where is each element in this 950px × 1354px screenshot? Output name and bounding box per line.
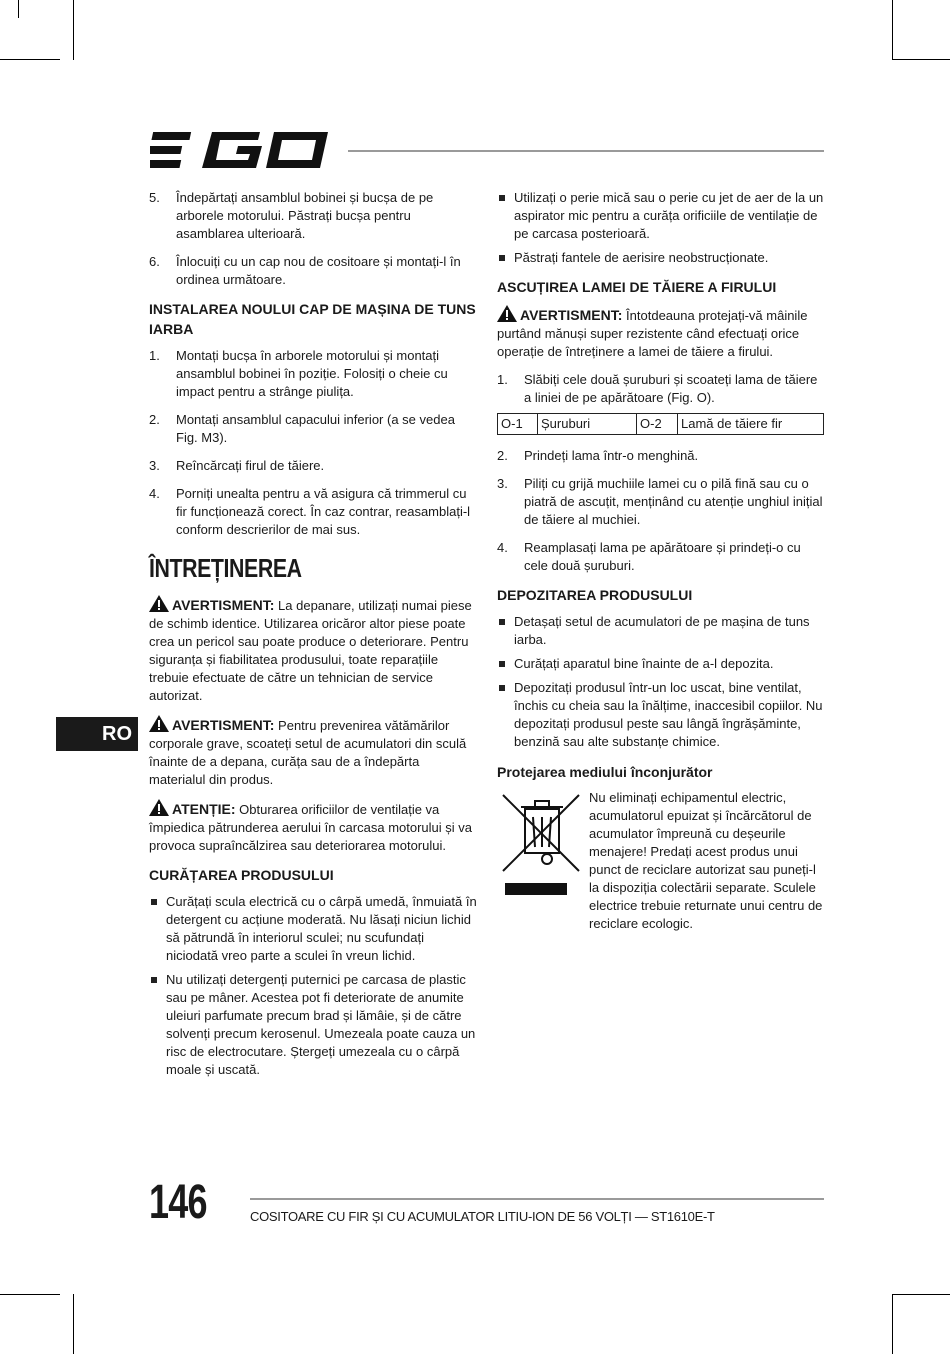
- table-row: [498, 414, 824, 435]
- list-item: 1. Slăbiți cele două șuruburi și scoateți lama de tăiere a liniei de pe apărătoare (Fig. O).: [497, 372, 818, 405]
- table-cell: Lamă de tăiere fir: [678, 414, 824, 435]
- list-item: Curățați aparatul bine înainte de a-l depozita.: [497, 655, 824, 673]
- table-cell: O-2: [637, 414, 678, 435]
- crop-mark: [892, 0, 893, 60]
- page-number: 146: [149, 1176, 207, 1229]
- list-item: 4. Reamplasați lama pe apărătoare și prindeți-o cu cele două șuruburi.: [497, 540, 801, 573]
- list-item: Curățați scula electrică cu o cârpă umedă, înmuiată în detergent cu acțiune moderată. Nu lăsați niciun lichid să pătrundă în interiorul sculei; nu scufundați niciodată vreo parte a sculei în vreun lichid.: [149, 893, 477, 965]
- list-item: Nu utilizați detergenți puternici pe carcasa de plastic sau pe mâner. Acestea pot fi deteriorate de anumite uleiuri parfumate precum brad și lămâie, și de către solvenți precum kerosenul. Umezeala poate cauza un risc de electrocutare. Ștergeți umezeala cu o cârpă moale și uscată.: [149, 971, 477, 1079]
- crop-mark: [0, 1294, 60, 1295]
- caution-block: ATENȚIE: Obturarea orificiilor de ventilație va împiedica pătrunderea aerului în carcasa motorului și va provoca supraîncălzirea sau deteriorarea motorului.: [149, 801, 473, 853]
- section-heading: DEPOZITAREA PRODUSULUI: [497, 587, 693, 603]
- list-item: 2. Prindeți lama într-o menghină.: [497, 448, 699, 463]
- crop-mark: [18, 0, 19, 18]
- list-item: 3. Reîncărcați firul de tăiere.: [149, 458, 325, 473]
- warning-icon: [149, 799, 169, 816]
- list-item: 5. Îndepărtați ansamblul bobinei și bucșa de pe arborele motorului. Păstrați bucșa pentru asamblarea ulterioară.: [149, 190, 434, 241]
- table-cell: O-1: [498, 414, 538, 435]
- crop-mark: [73, 0, 74, 60]
- left-column: [149, 189, 477, 1085]
- list-item: 2. Montați ansamblul capacului inferior (a se vedea Fig. M3).: [149, 412, 455, 445]
- footer-title: COSITOARE CU FIR ȘI CU ACUMULATOR LITIU-ION DE 56 VOLȚI — ST1610E-T: [250, 1209, 715, 1224]
- environment-block: [497, 789, 824, 933]
- section-heading: CURĂȚAREA PRODUSULUI: [149, 867, 334, 883]
- warning-icon: [149, 595, 169, 612]
- section-heading: Protejarea mediului înconjurător: [497, 764, 713, 780]
- crossed-bin-icon: [497, 789, 589, 899]
- warning-icon: [497, 305, 517, 322]
- list-item: Utilizați o perie mică sau o perie cu jet de aer de la un aspirator mic pentru a curăța orificiile de ventilație de pe carcasa posterioară.: [497, 189, 824, 243]
- list-item: Detașați setul de acumulatori de pe mașina de tuns iarba.: [497, 613, 824, 649]
- environment-text: Nu eliminați echipamentul electric, acumulatorul epuizat și încărcătorul de acumulator împreună cu deșeurile menajere! Predați acest produs unui punct de reciclare autorizat sau puneți-l la dispoziția colectării separate. Sculele electrice trebuie returnate unui centru de reciclare ecologic.: [589, 790, 823, 931]
- crop-mark: [73, 1294, 74, 1354]
- right-column: [497, 189, 824, 933]
- language-tab: RO: [56, 717, 138, 751]
- section-heading: ASCUȚIREA LAMEI DE TĂIERE A FIRULUI: [497, 279, 777, 295]
- warning-block: AVERTISMENT: Pentru prevenirea vătămărilor corporale grave, scoateți setul de acumulatori din sculă înainte de a depana, curăța sau de a îndepărta materialul din produs.: [149, 717, 467, 787]
- crop-mark: [892, 1294, 893, 1354]
- list-item: 1. Montați bucșa în arborele motorului și montați ansamblul bobinei în poziție. Folosiți o cheie cu impact pentru a strânge piulița.: [149, 348, 448, 399]
- crop-mark: [892, 59, 950, 60]
- footer-rule: [250, 1198, 824, 1200]
- warning-icon: [149, 715, 169, 732]
- list-item: 3. Piliți cu grijă muchiile lamei cu o pilă fină sau cu o piatră de ascuțit, menținând cu atenție unghiul inițial de tăiere al muchiei.: [497, 476, 823, 527]
- crop-mark: [892, 1294, 950, 1295]
- list-item: 6. Înlocuiți cu un cap nou de cositoare și montați-l în ordinea următoare.: [149, 254, 461, 287]
- section-heading: INSTALAREA NOULUI CAP DE MAȘINA DE TUNS IARBA: [149, 301, 476, 337]
- warning-block: AVERTISMENT: Întotdeauna protejați-vă mâinile purtând mănuși super rezistente când efectuați orice operație de întreținere a lamei de tăiere a firului.: [497, 307, 808, 359]
- chapter-title: ÎNTREȚINEREA: [149, 553, 302, 583]
- header-rule: [348, 150, 824, 152]
- ego-logo: [150, 128, 330, 172]
- list-item: Păstrați fantele de aerisire neobstrucționate.: [497, 249, 824, 267]
- list-item: 4. Porniți unealta pentru a vă asigura că trimmerul cu fir funcționează corect. În caz contrar, reasamblați-l conform descrierilor de mai sus.: [149, 486, 471, 537]
- parts-table: [497, 413, 824, 435]
- crop-mark: [0, 59, 60, 60]
- list-item: Depozitați produsul într-un loc uscat, bine ventilat, închis cu cheia sau la înălțime, inaccesibil copiilor. Nu depozitați produsul peste sau lângă îngrășăminte, benzină sau alte substanțe chimice.: [497, 679, 824, 751]
- table-cell: Șuruburi: [538, 414, 637, 435]
- warning-block: AVERTISMENT: La depanare, utilizați numai piese de schimb identice. Utilizarea oricăror altor piese poate crea un pericol sau poate produce o deteriorare. Pentru siguranța și fiabilitatea produsului, toate reparațiile trebuie efectuate de către un tehnician de service autorizat.: [149, 597, 472, 703]
